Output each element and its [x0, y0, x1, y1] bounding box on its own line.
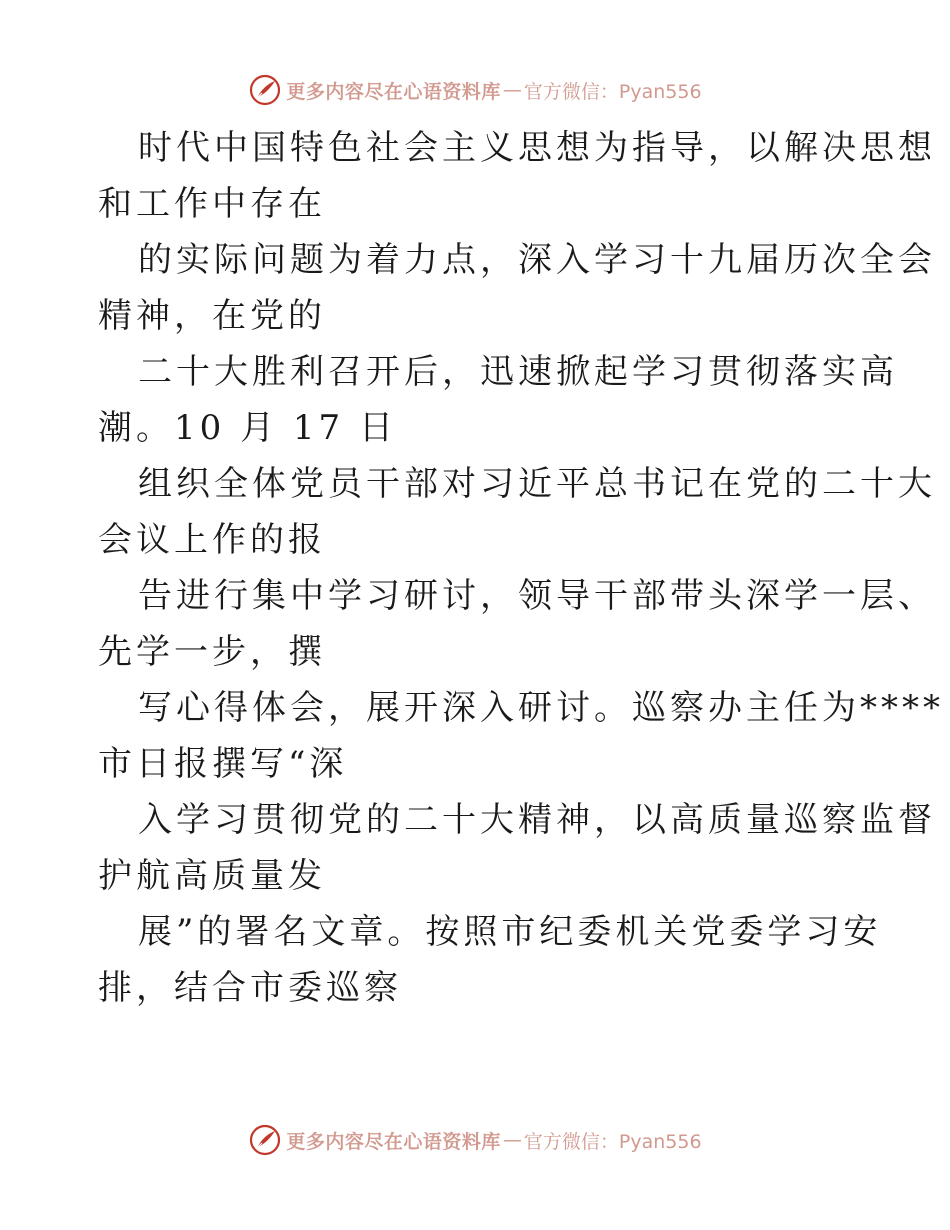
body-line: 时代中国特色社会主义思想为指导，以解决思想: [138, 128, 936, 168]
body-line: 排，结合市委巡察: [98, 968, 402, 1008]
watermark-separator: —: [502, 1129, 522, 1151]
body-line: 告进行集中学习研讨，领导干部带头深学一层、: [138, 576, 936, 616]
body-line: 市日报撰写“深: [98, 744, 348, 784]
body-line: 和工作中存在: [98, 184, 326, 224]
body-line: 先学一步，撰: [98, 632, 326, 672]
body-line: 的实际问题为着力点，深入学习十九届历次全会: [138, 240, 936, 280]
feather-pen-icon: [248, 73, 282, 107]
body-line: 二十大胜利召开后，迅速掀起学习贯彻落实高: [138, 352, 898, 392]
body-line: 潮。10 月 17 日: [98, 408, 397, 448]
body-line: 会议上作的报: [98, 520, 326, 560]
body-line: 入学习贯彻党的二十大精神，以高质量巡察监督: [138, 800, 936, 840]
watermark-contact: 官方微信：Pyan556: [523, 1130, 702, 1153]
watermark-text: 更多内容尽在心语资料库: [286, 1130, 501, 1153]
document-body: [98, 120, 944, 1016]
body-line: 护航高质量发: [98, 856, 326, 896]
body-line: 精神，在党的: [98, 296, 326, 336]
body-line: 展”的署名文章。按照市纪委机关党委学习安: [138, 912, 882, 952]
header-watermark: [0, 72, 950, 108]
watermark-contact: 官方微信：Pyan556: [523, 80, 702, 103]
body-line: 写心得体会，展开深入研讨。巡察办主任为****: [138, 688, 944, 728]
body-line: 组织全体党员干部对习近平总书记在党的二十大: [138, 464, 936, 504]
watermark-separator: —: [502, 79, 522, 101]
watermark-text: 更多内容尽在心语资料库: [286, 80, 501, 103]
feather-pen-icon: [248, 1123, 282, 1157]
footer-watermark: [0, 1122, 950, 1158]
